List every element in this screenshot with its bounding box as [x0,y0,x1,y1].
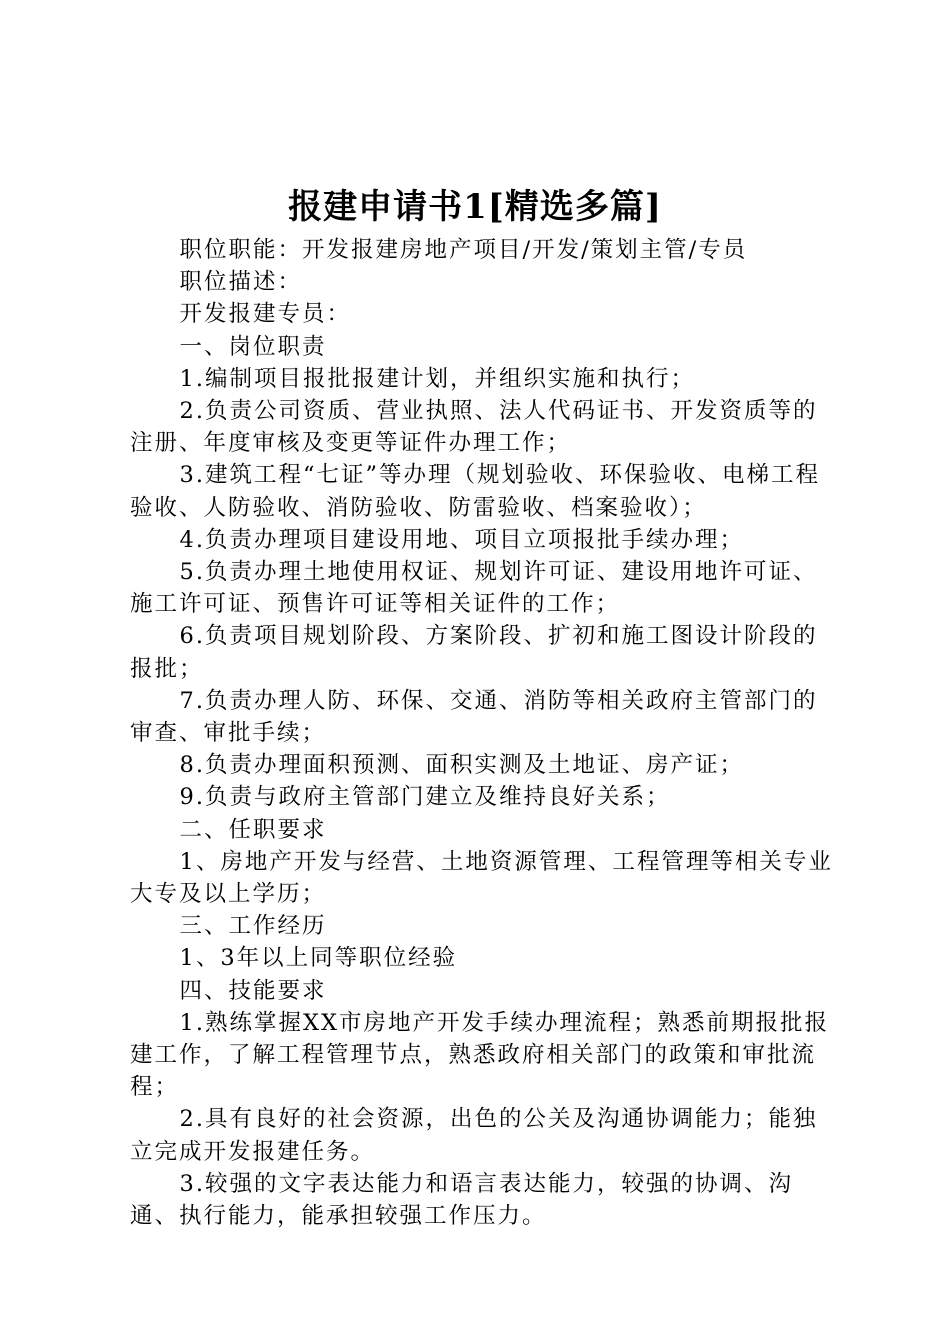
list-item-skill-3: 3.较强的文字表达能力和语言表达能力，较强的协调、沟通、执行能力，能承担较强工作压力。 [130,1170,793,1230]
section-heading-responsibilities: 一、岗位职责 [179,333,327,360]
list-item-responsibility-5: 5.负责办理土地使用权证、规划许可证、建设用地许可证、施工许可证、预售许可证等相关证件的工作； [130,559,818,618]
list-item-skill-1: 1.熟练掌握XX市房地产开发手续办理流程；熟悉前期报批报建工作，了解工程管理节点，熟悉政府相关部门的政策和审批流程； [130,1009,830,1101]
section-heading-requirements: 二、任职要求 [179,816,327,843]
paragraph-position-name: 开发报建专员： [179,301,352,328]
list-item-skill-2: 2.具有良好的社会资源，出色的公关及沟通协调能力；能独立完成开发报建任务。 [130,1106,818,1165]
section-heading-experience: 三、工作经历 [179,913,327,940]
list-item-responsibility-2: 2.负责公司资质、营业执照、法人代码证书、开发资质等的注册、年度审核及变更等证件办理工作； [130,398,818,457]
list-item-experience-1: 1、3年以上同等职位经验 [179,945,458,972]
list-item-responsibility-6: 6.负责项目规划阶段、方案阶段、扩初和施工图设计阶段的报批； [130,623,818,682]
paragraph-job-function: 职位职能：开发报建房地产项目/开发/策划主管/专员 [179,237,748,263]
list-item-responsibility-9: 9.负责与政府主管部门建立及维持良好关系； [179,784,671,811]
paragraph-job-description-label: 职位描述： [179,269,303,296]
list-item-responsibility-4: 4.负责办理项目建设用地、项目立项报批手续办理； [179,526,744,553]
list-item-responsibility-3: 3.建筑工程“七证”等办理（规划验收、环保验收、电梯工程验收、人防验收、消防验收、防雷验收、档案验收）； [130,462,820,521]
list-item-responsibility-1: 1.编制项目报批报建计划，并组织实施和执行； [179,365,695,392]
list-item-responsibility-8: 8.负责办理面积预测、面积实测及土地证、房产证； [179,752,744,779]
document-title: 报建申请书1[精选多篇] [288,187,662,227]
section-heading-skills: 四、技能要求 [179,977,327,1004]
list-item-responsibility-7: 7.负责办理人防、环保、交通、消防等相关政府主管部门的审查、审批手续； [130,687,818,747]
list-item-requirement-1: 1、房地产开发与经营、土地资源管理、工程管理等相关专业大专及以上学历； [130,848,833,908]
document-body [130,234,840,1232]
